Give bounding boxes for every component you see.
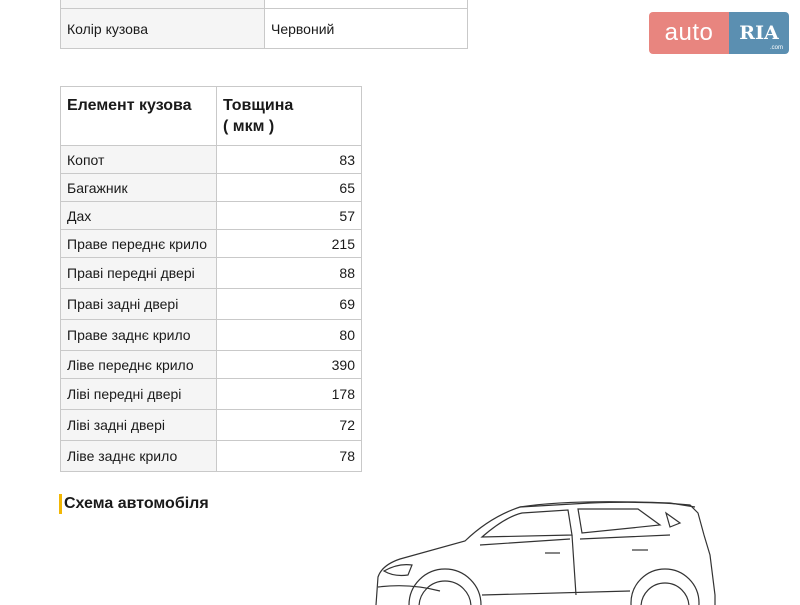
car-headlight: [384, 565, 412, 576]
car-side-skirt: [482, 591, 630, 595]
element-name: Багажник: [61, 174, 217, 202]
element-name: Праве заднє крило: [61, 320, 217, 351]
element-name: Праве переднє крило: [61, 230, 217, 258]
info-key: [61, 0, 265, 9]
thickness-value: 78: [217, 441, 362, 472]
logo-ria-text: RIA: [739, 22, 779, 44]
thickness-value: 390: [217, 351, 362, 379]
table-row: [61, 351, 362, 379]
table-row: [61, 410, 362, 441]
table-row: [61, 258, 362, 289]
column-header-thickness: [217, 87, 362, 146]
car-bumper-line: [378, 586, 440, 591]
table-row: [61, 289, 362, 320]
table-row: [61, 174, 362, 202]
thickness-value: 69: [217, 289, 362, 320]
paint-thickness-table: [60, 86, 362, 472]
element-name: Копот: [61, 146, 217, 174]
element-name: Праві задні двері: [61, 289, 217, 320]
logo-auto: auto: [649, 12, 729, 54]
thickness-value: 178: [217, 379, 362, 410]
table-row: [61, 202, 362, 230]
thickness-value: 215: [217, 230, 362, 258]
thickness-value: 57: [217, 202, 362, 230]
car-door-lines: [480, 535, 670, 595]
info-value: [265, 0, 468, 9]
car-info-table: [60, 0, 468, 49]
car-body-outline: [376, 502, 715, 605]
table-row: [61, 230, 362, 258]
thickness-value: 65: [217, 174, 362, 202]
thickness-value: 83: [217, 146, 362, 174]
element-name: Дах: [61, 202, 217, 230]
table-header-row: [61, 87, 362, 146]
thickness-header-line2: ( мкм ): [223, 118, 275, 135]
car-outline-icon: [370, 495, 730, 605]
logo-com: .com: [769, 45, 783, 51]
table-row: [61, 146, 362, 174]
element-name: Ліве переднє крило: [61, 351, 217, 379]
info-value-color: Червоний: [265, 9, 468, 49]
table-row: [61, 441, 362, 472]
thickness-value: 80: [217, 320, 362, 351]
element-name: Ліві задні двері: [61, 410, 217, 441]
section-title-car-scheme: Схема автомобіля: [59, 494, 209, 514]
car-front-wheel: [419, 581, 471, 605]
table-row: [61, 9, 468, 49]
table-row: [61, 320, 362, 351]
info-key-color: Колір кузова: [61, 9, 265, 49]
element-name: Ліві передні двері: [61, 379, 217, 410]
table-row: [61, 379, 362, 410]
logo-ria: [729, 12, 789, 54]
car-rear-wheel: [641, 583, 689, 605]
table-row: [61, 0, 468, 9]
car-windows: [482, 509, 680, 537]
thickness-value: 72: [217, 410, 362, 441]
thickness-value: 88: [217, 258, 362, 289]
element-name: Праві передні двері: [61, 258, 217, 289]
column-header-element: Елемент кузова: [61, 87, 217, 146]
thickness-header-line1: Товщина: [223, 97, 294, 114]
autoria-logo[interactable]: [649, 12, 789, 54]
element-name: Ліве заднє крило: [61, 441, 217, 472]
